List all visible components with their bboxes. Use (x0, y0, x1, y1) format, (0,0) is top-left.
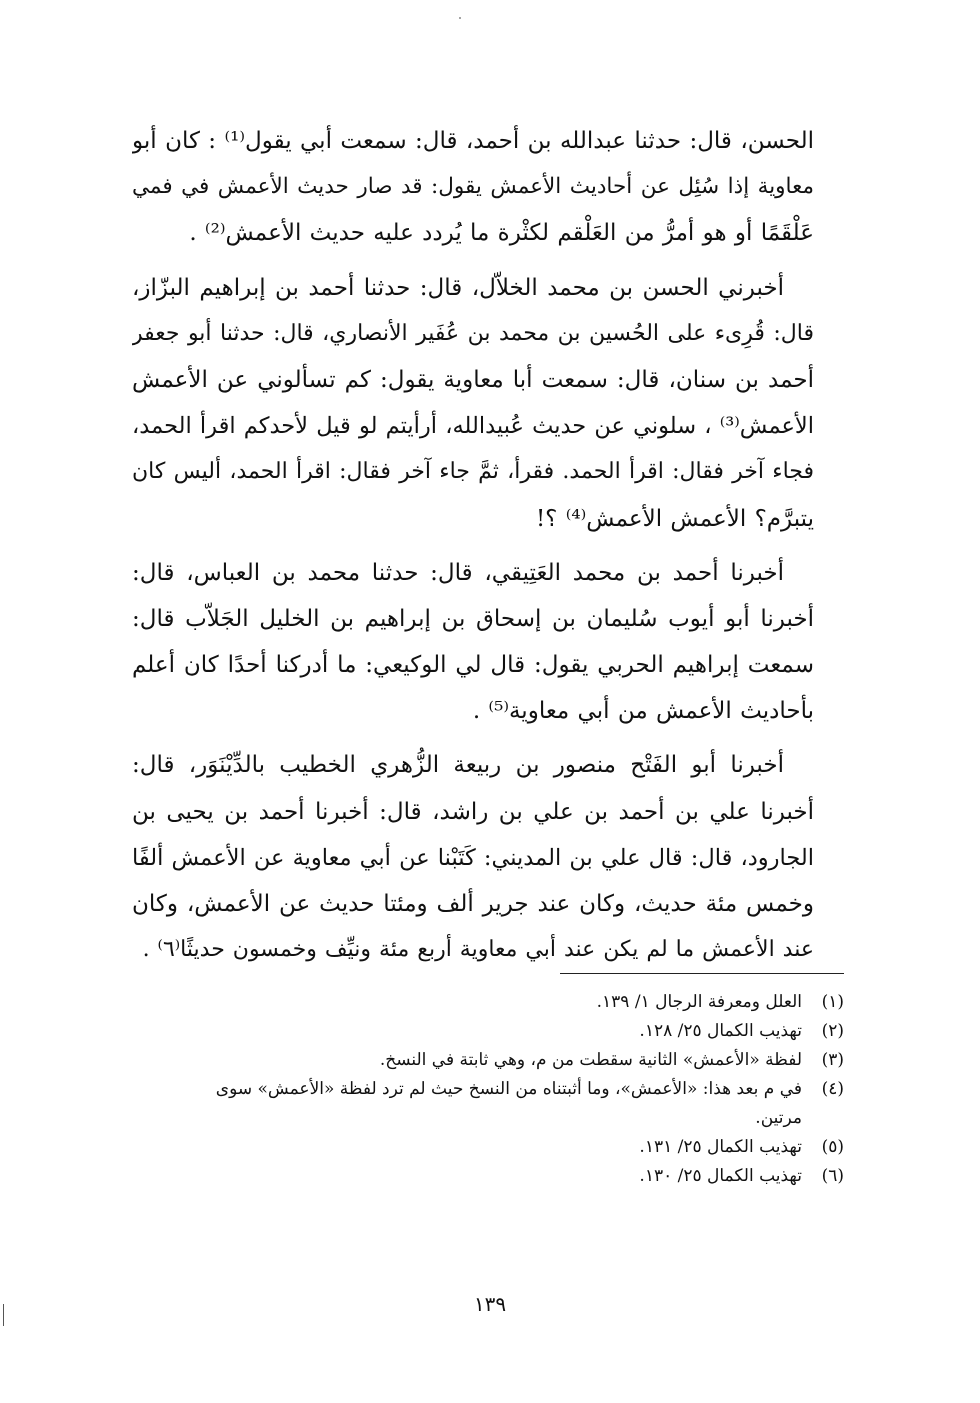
footnote-text: تهذيب الكمال ٢٥/ ١٣١. (639, 1137, 802, 1157)
text-line: فجاء آخر فقال: اقرأ الحمد. فقرأ، ثمَّ جاء آخر فقال: اقرأ الحمد، أليس كان (132, 459, 814, 485)
footnote-number: (٢) (821, 1021, 844, 1041)
footnote-text: تهذيب الكمال ٢٥/ ١٣٠. (639, 1166, 802, 1186)
footnote-number: (٦) (821, 1166, 844, 1186)
footnote (132, 1075, 844, 1104)
text-line: أخبرنا أبو الفَتْح منصور بن ربيعة الزُّهري الخطيب بالدِّيْنَوَر، قال: (132, 752, 784, 779)
footnote-text: تهذيب الكمال ٢٥/ ١٢٨. (639, 1021, 802, 1041)
text-line: الجارود، قال: قال علي بن المديني: كَتَبْنا عن أبي معاوية عن الأعمش ألفًا (132, 844, 814, 871)
footnote-number: (٥) (821, 1137, 844, 1157)
footnotes (132, 988, 844, 1191)
text-line: وخمس مئة حديث، وكان عند جرير ألف ومئتا حديث عن الأعمش، وكان (132, 891, 814, 917)
text-line: عَلْقَمًا أو هو أمرُّ من العَلْقم لكثْرة ما يُردد عليه حديث الأعمش⁽²⁾ . (189, 220, 814, 247)
footnote-number: (٤) (821, 1079, 844, 1099)
text-line: أخبرني الحسن بن محمد الخلاّل، قال: حدثنا أحمد بن إبراهيم البزّاز، (132, 274, 784, 301)
text-line: أخبرنا علي بن أحمد بن علي بن راشد، قال: أخبرنا أحمد بن يحيى بن (132, 798, 814, 825)
footnote-number: (١) (821, 992, 844, 1012)
footnote (132, 1162, 844, 1191)
paragraph (132, 265, 844, 542)
footnote-text: لفظة «الأعمش» الثانية سقطت من م، وهي ثابتة في النسخ. (379, 1050, 802, 1070)
text-line: يتبرَّم؟ الأعمش الأعمش⁽⁴⁾ ؟! (535, 505, 814, 532)
text-line: أخبرنا أحمد بن محمد العَتِيقي، قال: حدثنا محمد بن العباس، قال: (132, 559, 784, 586)
text-line: أخبرنا أبو أيوب سُليمان بن إسحاق بن إبراهيم بن الخليل الجَلاّب قال: (132, 605, 814, 632)
text-line: أحمد بن سنان، قال: سمعت أبا معاوية يقول: كم تسألوني عن الأعمش (132, 366, 814, 393)
text-line: قال: قُرِىء على الحُسين بن محمد بن عُفَير الأنصاري، قال: حدثنا أبو جعفر (132, 320, 814, 346)
text-line: سمعت إبراهيم الحربي يقول: قال لي الوكيعي: ما أدركنا أحدًا كان أعلم (132, 652, 814, 679)
main-text (132, 118, 844, 973)
text-line: عند الأعمش ما لم يكن عند أبي معاوية أربع مئة ونيِّف وخمسون حديثًا⁽٦⁾ . (142, 937, 814, 963)
footnote-text: العلل ومعرفة الرجال ١/ ١٣٩. (596, 992, 802, 1012)
text-line: معاوية إذا سُئِل عن أحاديث الأعمش يقول: قد صار حديث الأعمش في فمي (132, 174, 814, 200)
text-line: الأعمش⁽³⁾ ، سلوني عن حديث عُبيدالله، أرأيتم لو قيل لأحدكم اقرأ الحمد، (132, 413, 814, 440)
paragraph (132, 118, 844, 257)
page-number: ١٣٩ (473, 1292, 507, 1316)
paragraph (132, 550, 844, 735)
footnote (132, 988, 844, 1017)
footnote-continuation: مرتين. (755, 1108, 802, 1128)
footnote (132, 1046, 844, 1075)
footnote (132, 1017, 844, 1046)
scan-speck (459, 17, 461, 19)
footnote-number: (٣) (821, 1050, 844, 1070)
text-line: بأحاديث الأعمش من أبي معاوية⁽⁵⁾ . (472, 698, 814, 725)
text-line: الحسن، قال: حدثنا عبدالله بن أحمد، قال: سمعت أبي يقول⁽¹⁾ : كان أبو (132, 128, 815, 154)
footnote (132, 1133, 844, 1162)
paragraph (132, 742, 844, 973)
footnote-separator (560, 973, 844, 974)
margin-mark (3, 1304, 4, 1326)
footnote-text: في م بعد هذا: «الأعمش»، وما أثبتناه من النسخ حيث لم ترد لفظة «الأعمش» سوى (215, 1079, 802, 1099)
